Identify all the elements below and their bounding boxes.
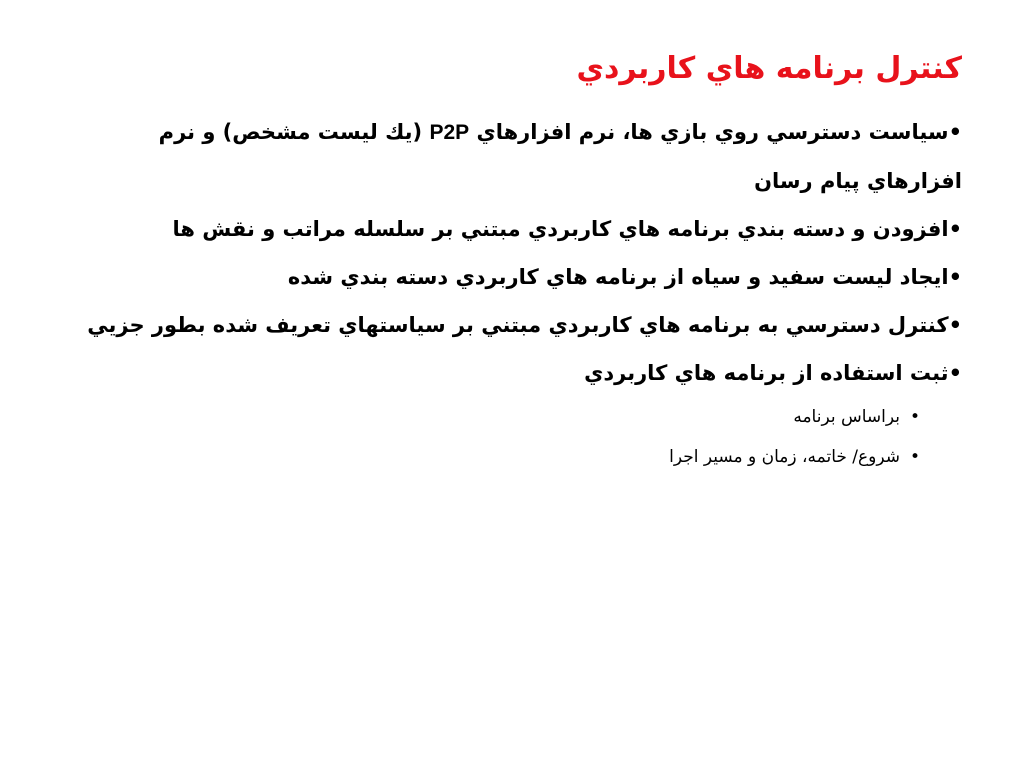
- bullet-mark: •: [948, 313, 962, 337]
- bullet-text: افزودن و دسته بندي برنامه هاي كاربردي مبتني بر سلسله مراتب و نقش ها: [172, 217, 949, 241]
- bullet-item-p2p-policy: [72, 108, 962, 205]
- bullet-text: كنترل دسترسي به برنامه هاي كاربردي مبتني بر سياستهاي تعريف شده بطور جزيي: [87, 313, 949, 337]
- bullet-mark: •: [948, 217, 962, 241]
- bullet-mark: •: [948, 361, 962, 385]
- bullet-mark: •: [948, 120, 962, 144]
- bullet-item-access-control: [72, 301, 962, 349]
- bullet-item-white-black-list: [72, 253, 962, 301]
- sub-bullet-mark: •: [909, 407, 921, 427]
- bullet-text: ايجاد ليست سفيد و سياه از برنامه هاي كاربردي دسته بندي شده: [287, 265, 949, 289]
- sub-bullet-text: شروع/ خاتمه، زمان و مسير اجرا: [669, 447, 900, 467]
- bullet-item-usage-logging: [72, 349, 962, 397]
- sub-bullet-start-end-time-path: [72, 437, 962, 477]
- bullet-text: ثبت استفاده از برنامه هاي كاربردي: [584, 361, 949, 385]
- bullet-mark: •: [948, 265, 962, 289]
- bullet-latin-term: P2P: [429, 121, 470, 144]
- sub-bullet-mark: •: [909, 447, 921, 467]
- slide-body: [72, 108, 962, 477]
- bullet-text-end: (يك ليست مشخص) و نرم افزارهاي پيام رسان: [158, 120, 962, 193]
- sub-bullet-by-program: [72, 397, 962, 437]
- sub-bullet-text: براساس برنامه: [793, 407, 900, 427]
- bullet-text-start: سياست دسترسي روي بازي ها، نرم افزارهاي: [476, 120, 949, 144]
- bullet-item-categorize-apps: [72, 205, 962, 253]
- slide-title: كنترل برنامه هاي كاربردي: [576, 51, 962, 86]
